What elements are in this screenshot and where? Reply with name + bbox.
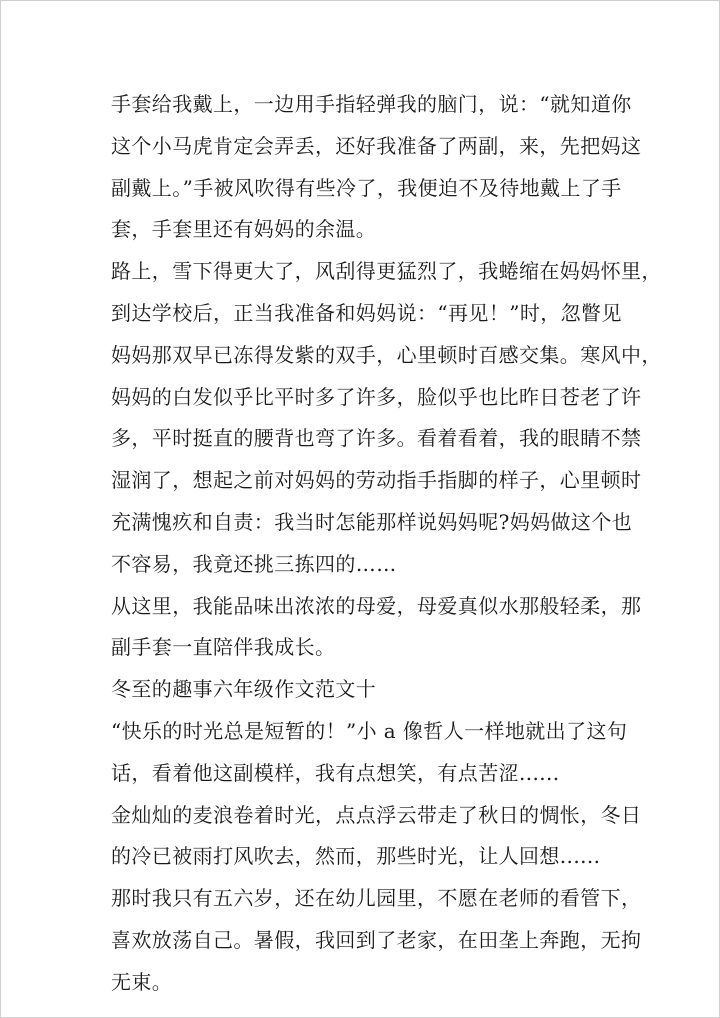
text-line: 不容易，我竟还挑三拣四的…… [111, 551, 397, 576]
document-body [111, 84, 662, 1004]
text-line: 路上，雪下得更大了，风刮得更猛烈了，我蜷缩在妈妈怀里， [111, 259, 662, 284]
text-line: 到达学校后，正当我准备和妈妈说：“再见！”时，忽瞥见 [111, 300, 622, 325]
text-line: 金灿灿的麦浪卷着时光，点点浮云带走了秋日的惆怅，冬日 [111, 802, 642, 827]
text-line: 从这里，我能品味出浓浓的母爱，母爱真似水那般轻柔，那 [111, 593, 642, 618]
text-line: 无束。 [111, 969, 173, 994]
text-line: 湿润了，想起之前对妈妈的劳动指手指脚的样子，心里顿时 [111, 468, 642, 493]
text-line: 副戴上。”手被风吹得有些冷了，我便迫不及待地戴上了手 [111, 175, 622, 200]
text-line: 那时我只有五六岁，还在幼儿园里，不愿在老师的看管下， [111, 886, 642, 911]
text-line: 妈妈的白发似乎比平时多了许多，脸似乎也比昨日苍老了许 [111, 384, 642, 409]
text-line: 手套给我戴上，一边用手指轻弹我的脑门，说：“就知道你 [111, 92, 632, 116]
text-line: 妈妈那双早已冻得发紫的双手，心里顿时百感交集。寒风中， [111, 342, 662, 367]
text-line: 喜欢放荡自己。暑假，我回到了老家，在田垄上奔跑，无拘 [111, 927, 642, 952]
text-line: 多，平时挺直的腰背也弯了许多。看着看着，我的眼睛不禁 [111, 426, 642, 451]
text-line: 话，看着他这副模样，我有点想笑，有点苦涩...... [111, 760, 560, 785]
text-line: 副手套一直陪伴我成长。 [111, 635, 336, 660]
text-line: 充满愧疚和自责：我当时怎能那样说妈妈呢?妈妈做这个也 [111, 509, 633, 534]
text-line: “快乐的时光总是短暂的！”小 a 像哲人一样地就出了这句 [111, 718, 628, 743]
text-line: 这个小马虎肯定会弄丢，还好我准备了两副，来，先把妈这 [111, 133, 642, 158]
text-line: 套，手套里还有妈妈的余温。 [111, 217, 377, 242]
text-line: 的冷已被雨打风吹去，然而，那些时光，让人回想...... [111, 844, 601, 869]
section-heading: 冬至的趣事六年级作文范文十 [111, 677, 377, 702]
